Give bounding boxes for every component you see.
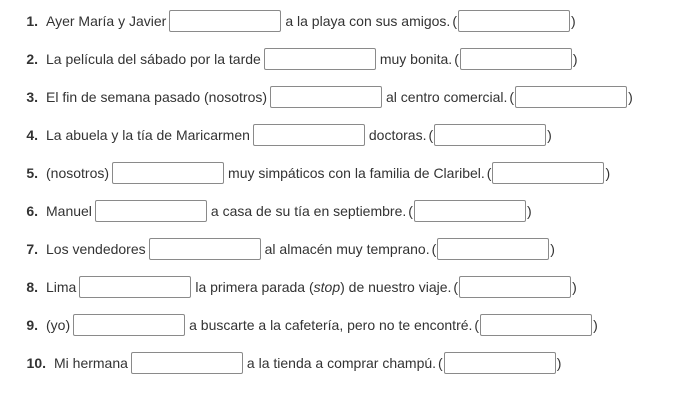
exercise-item-3 (0, 85, 633, 109)
infinitive-input-3[interactable] (515, 86, 627, 108)
paren-close: ) (572, 51, 578, 67)
answer-input-7[interactable] (149, 238, 261, 260)
paren-close: ) (572, 279, 577, 295)
infinitive-input-4[interactable] (434, 124, 546, 146)
answer-input-1[interactable] (169, 10, 281, 32)
item-number: 6. (26, 203, 38, 219)
infinitive-input-8[interactable] (459, 276, 571, 298)
item-text-after-post: ) de nuestro viaje. (340, 279, 452, 295)
item-number: 10. (26, 355, 46, 371)
paren-open: ( (453, 279, 459, 295)
answer-input-5[interactable] (112, 162, 224, 184)
item-text-after-pre: la primera parada ( (195, 279, 314, 295)
item-text-after: muy simpáticos con la familia de Claribel. (228, 165, 485, 181)
item-number: 3. (26, 89, 38, 105)
item-text-before: Mi hermana (54, 355, 128, 371)
answer-input-4[interactable] (253, 124, 365, 146)
item-text-before: Los vendedores (46, 241, 146, 257)
exercise-item-6 (0, 199, 532, 223)
item-number: 7. (26, 241, 38, 257)
item-text-before: Lima (46, 279, 77, 295)
exercise-item-9 (0, 313, 598, 337)
item-text-after (195, 279, 451, 295)
answer-input-3[interactable] (270, 86, 382, 108)
infinitive-input-1[interactable] (458, 10, 570, 32)
item-text-after: muy bonita. (379, 51, 453, 67)
answer-input-10[interactable] (131, 352, 243, 374)
item-text-after-emphasis: stop (313, 279, 341, 295)
infinitive-input-2[interactable] (460, 48, 572, 70)
exercise-item-10 (0, 351, 561, 375)
item-text-before: La abuela y la tía de Maricarmen (46, 127, 250, 143)
infinitive-input-9[interactable] (480, 314, 592, 336)
exercise-item-5 (0, 161, 610, 185)
answer-input-6[interactable] (95, 200, 207, 222)
infinitive-input-10[interactable] (444, 352, 556, 374)
answer-input-9[interactable] (73, 314, 185, 336)
paren-close: ) (593, 317, 598, 333)
item-text-before: (nosotros) (46, 165, 110, 181)
paren-close: ) (526, 203, 532, 219)
exercise-item-8 (0, 275, 577, 299)
paren-open: ( (408, 203, 413, 219)
item-text-after: al almacén muy temprano. (264, 241, 430, 257)
paren-open: ( (431, 241, 437, 257)
item-number: 1. (26, 13, 38, 29)
paren-close: ) (556, 355, 562, 371)
exercise-item-1 (0, 9, 576, 33)
item-number: 4. (26, 127, 38, 143)
paren-close: ) (628, 89, 633, 105)
paren-open: ( (509, 89, 515, 105)
item-number: 8. (26, 279, 38, 295)
item-text-after: a buscarte a la cafetería, pero no te encontré. (189, 317, 473, 333)
item-text-after: a casa de su tía en septiembre. (210, 203, 407, 219)
answer-input-8[interactable] (79, 276, 191, 298)
paren-open: ( (486, 165, 492, 181)
item-text-after: doctoras. (368, 127, 427, 143)
item-text-before: Ayer María y Javier (46, 13, 167, 29)
answer-input-2[interactable] (264, 48, 376, 70)
paren-open: ( (438, 355, 443, 371)
infinitive-input-7[interactable] (437, 238, 549, 260)
exercise-item-4 (0, 123, 552, 147)
item-text-before: Manuel (46, 203, 92, 219)
paren-close: ) (550, 241, 555, 257)
paren-open: ( (474, 317, 480, 333)
paren-close: ) (547, 127, 552, 143)
item-text-before: El fin de semana pasado (nosotros) (46, 89, 268, 105)
infinitive-input-6[interactable] (414, 200, 526, 222)
item-text-after: al centro comercial. (386, 89, 508, 105)
paren-open: ( (428, 127, 434, 143)
item-text-before: (yo) (46, 317, 71, 333)
exercise-item-2 (0, 47, 578, 71)
paren-open: ( (454, 51, 459, 67)
infinitive-input-5[interactable] (492, 162, 604, 184)
item-number: 5. (26, 165, 38, 181)
item-text-after: a la playa con sus amigos. (285, 13, 451, 29)
exercise-item-7 (0, 237, 555, 261)
paren-close: ) (571, 13, 576, 29)
item-text-before: La película del sábado por la tarde (46, 51, 261, 67)
item-text-after: a la tienda a comprar champú. (246, 355, 437, 371)
item-number: 2. (26, 51, 38, 67)
item-number: 9. (26, 317, 38, 333)
paren-close: ) (605, 165, 611, 181)
paren-open: ( (452, 13, 457, 29)
